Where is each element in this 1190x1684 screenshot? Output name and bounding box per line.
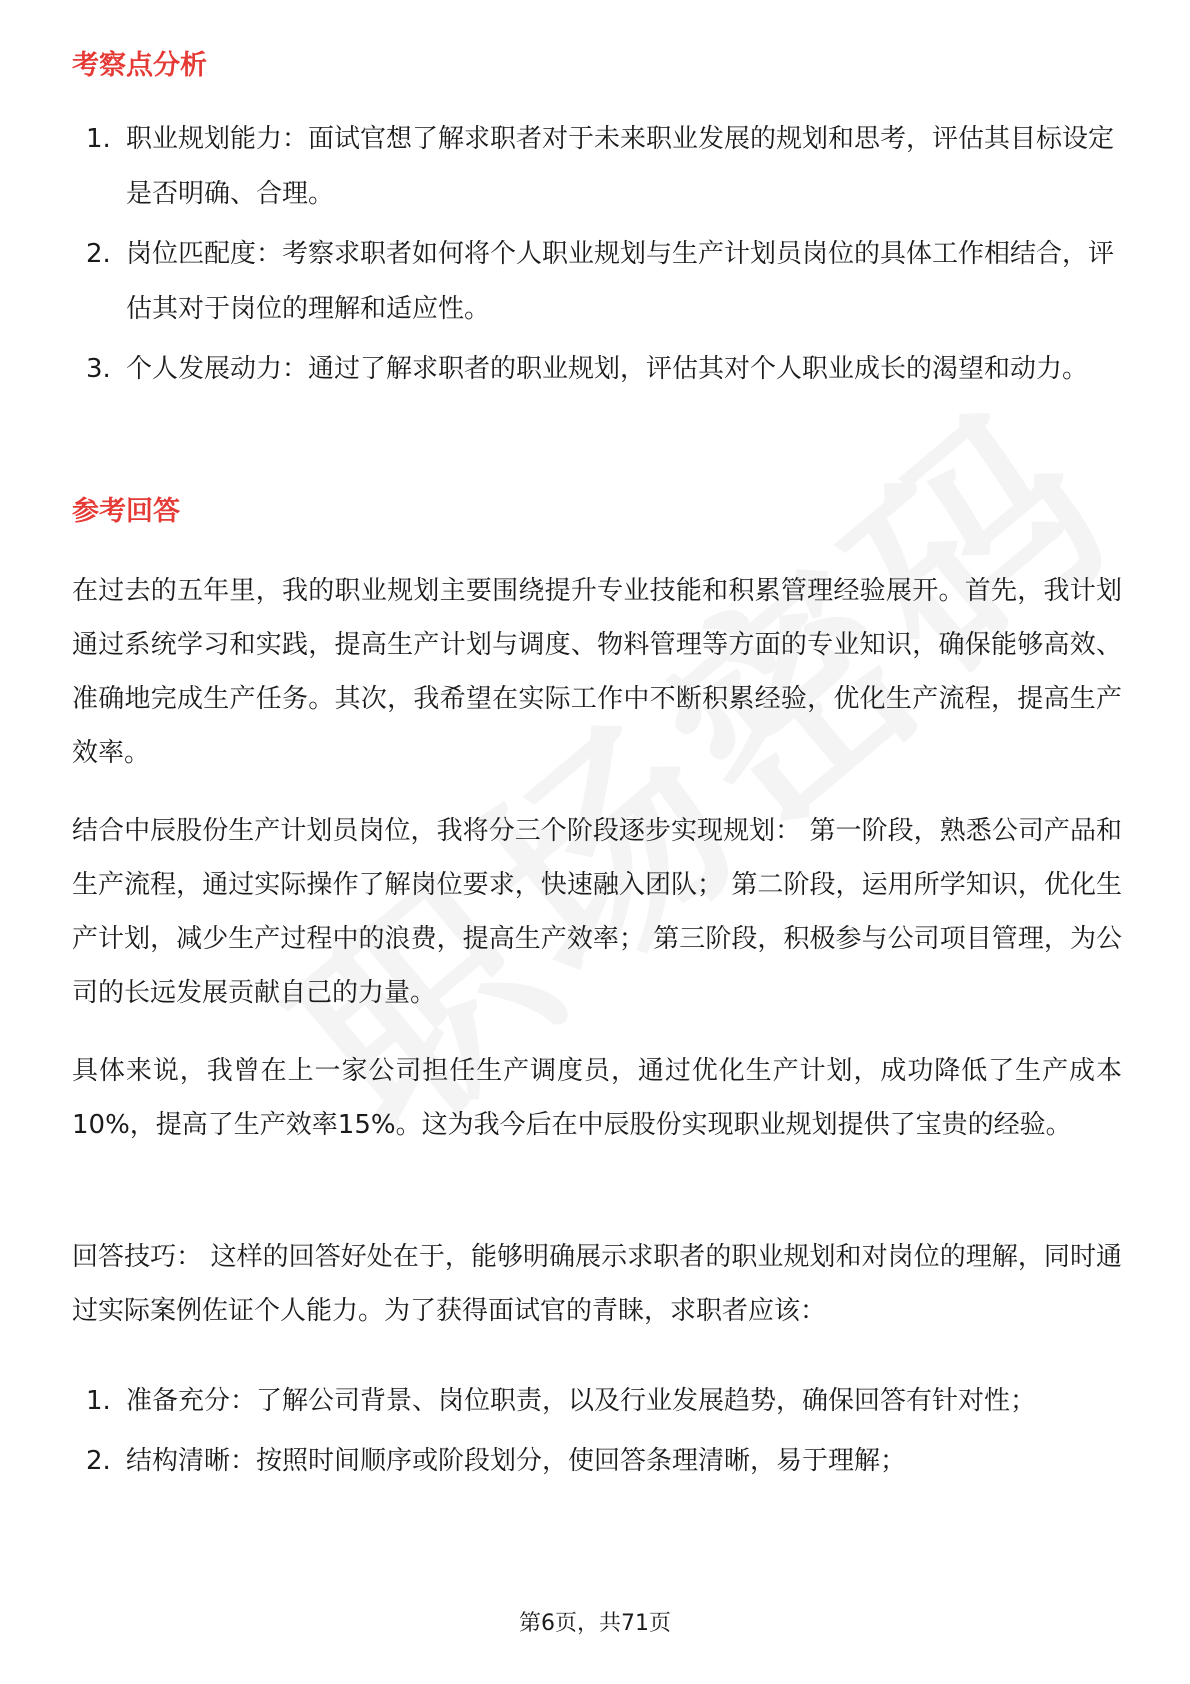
list-number: 3.	[86, 354, 111, 384]
answer-heading: 参考回答	[72, 496, 180, 527]
page-footer: 第6页，共71页	[519, 1611, 671, 1636]
answer-paragraph-1: 在过去的五年里，我的职业规划主要围绕提升专业技能和积累管理经验展开。首先，我计划通过系统学习和实践，提高生产计划与调度、物料管理等方面的专业知识，确保能够高效、准确地完成生产任务。其次，我希望在实际工作中不断积累经验，优化生产流程，提高生产效率。	[72, 576, 1122, 768]
analysis-heading: 考察点分析	[72, 50, 207, 81]
list-text: 个人发展动力：通过了解求职者的职业规划，评估其对个人职业成长的渴望和动力。	[126, 354, 1089, 384]
list-number: 1.	[86, 1386, 111, 1416]
analysis-list	[72, 112, 1122, 402]
tips-list	[72, 1374, 1122, 1494]
list-number: 1.	[86, 124, 111, 154]
list-number: 2.	[86, 1446, 111, 1476]
list-number: 2.	[86, 239, 111, 269]
list-text: 准备充分：了解公司背景、岗位职责，以及行业发展趋势，确保回答有针对性；	[126, 1386, 1037, 1416]
list-text: 结构清晰：按照时间顺序或阶段划分，使回答条理清晰，易于理解；	[126, 1446, 907, 1476]
answer-paragraph-2: 结合中辰股份生产计划员岗位，我将分三个阶段逐步实现规划： 第一阶段，熟悉公司产品和生产流程，通过实际操作了解岗位要求，快速融入团队； 第二阶段，运用所学知识，优化生产计划，减少生产过程中的浪费，提高生产效率； 第三阶段，积极参与公司项目管理，为公司的长远发展贡献自己的力量。	[72, 816, 1122, 1008]
list-text: 职业规划能力：面试官想了解求职者对于未来职业发展的规划和思考，评估其目标设定是否明确、合理。	[126, 124, 1115, 209]
list-item	[72, 1374, 1122, 1429]
answer-paragraph-3: 具体来说，我曾在上一家公司担任生产调度员，通过优化生产计划，成功降低了生产成本10%，提高了生产效率15%。这为我今后在中辰股份实现职业规划提供了宝贵的经验。	[72, 1056, 1122, 1140]
list-item	[72, 1434, 1122, 1489]
list-item	[72, 227, 1122, 337]
answer-tips-intro: 回答技巧： 这样的回答好处在于，能够明确展示求职者的职业规划和对岗位的理解，同时通过实际案例佐证个人能力。为了获得面试官的青睐，求职者应该：	[72, 1242, 1122, 1326]
list-item	[72, 342, 1122, 397]
list-item	[72, 112, 1122, 222]
list-text: 岗位匹配度：考察求职者如何将个人职业规划与生产计划员岗位的具体工作相结合，评估其对于岗位的理解和适应性。	[126, 239, 1115, 324]
